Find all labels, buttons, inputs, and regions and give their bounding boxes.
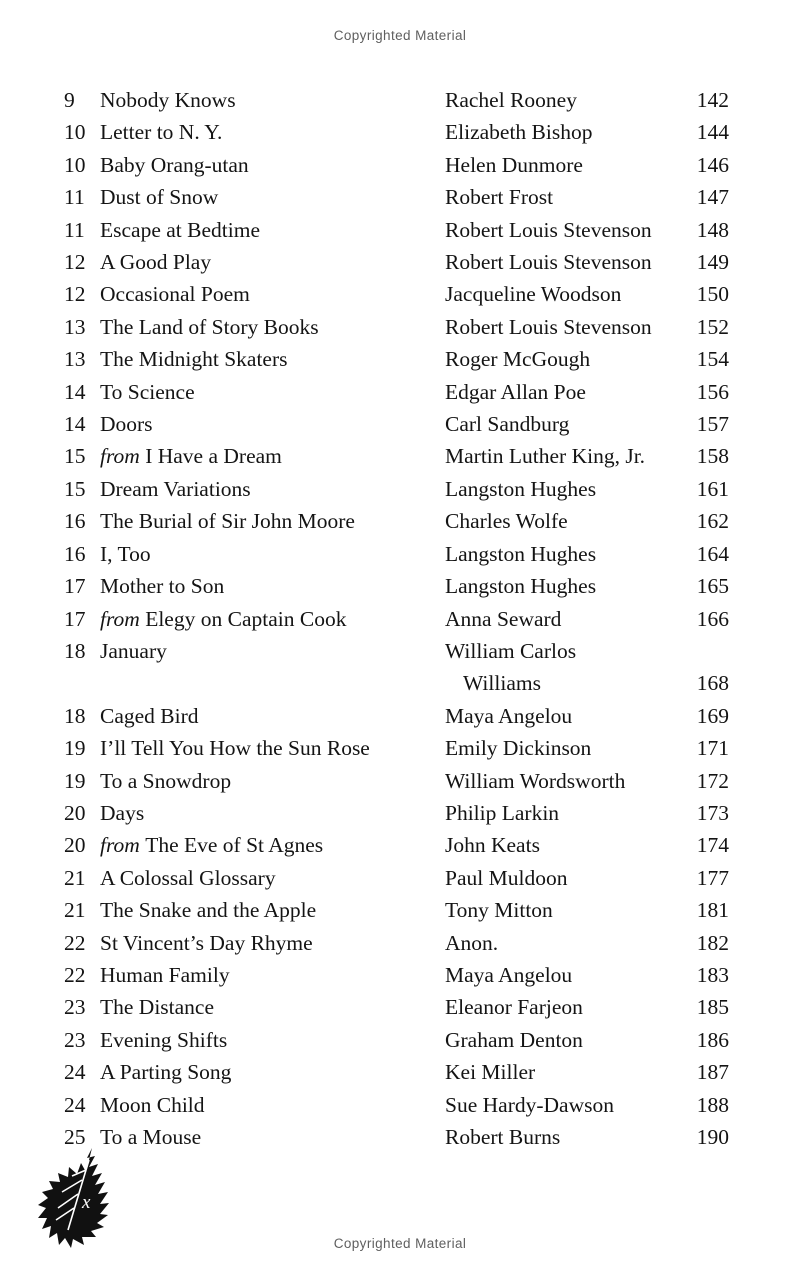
poem-author-line1: Martin Luther King, Jr. — [445, 444, 646, 469]
day-number: 11 — [64, 217, 85, 242]
poem-title — [100, 829, 445, 861]
page-number: 169 — [696, 703, 729, 728]
poem-title — [100, 343, 445, 375]
page-roman-numeral: x — [82, 1192, 91, 1213]
day-number: 13 — [64, 347, 86, 372]
poem-author — [445, 765, 671, 797]
toc-row — [64, 1089, 729, 1121]
poem-author — [445, 959, 671, 991]
day-number: 17 — [64, 606, 86, 631]
toc-row — [64, 505, 729, 537]
toc-row — [64, 116, 729, 148]
leaf-icon — [32, 1146, 124, 1250]
toc-row — [64, 84, 729, 116]
poem-title — [100, 84, 445, 116]
page-number: 146 — [696, 152, 729, 177]
poem-author-line1: Langston Hughes — [445, 541, 597, 566]
poem-author — [445, 440, 671, 472]
poem-author-line1: Langston Hughes — [445, 476, 597, 501]
poem-author-line1: Carl Sandburg — [445, 412, 570, 437]
poem-author — [445, 1024, 671, 1056]
page-number: 183 — [696, 962, 729, 987]
poem-title-text: Escape at Bedtime — [100, 217, 260, 242]
page-number: 181 — [696, 898, 729, 923]
toc-row — [64, 635, 729, 700]
poem-title — [100, 311, 445, 343]
poem-title — [100, 635, 445, 667]
poem-title — [100, 538, 445, 570]
poem-title — [100, 473, 445, 505]
day-number: 16 — [64, 509, 86, 534]
toc-row — [64, 959, 729, 991]
toc-row — [64, 829, 729, 861]
poem-author — [445, 505, 671, 537]
poem-title-text: Human Family — [100, 962, 230, 987]
page-number: 164 — [696, 541, 729, 566]
poem-author — [445, 376, 671, 408]
toc-row — [64, 991, 729, 1023]
poem-author — [445, 116, 671, 148]
page-number: 168 — [696, 671, 729, 696]
page-number: 173 — [696, 800, 729, 825]
poem-title-text: January — [100, 638, 167, 663]
poem-title — [100, 927, 445, 959]
toc-row — [64, 246, 729, 278]
poem-title-text: Baby Orang-utan — [100, 152, 249, 177]
poem-title-text: Evening Shifts — [100, 1027, 228, 1052]
toc-row — [64, 278, 729, 310]
poem-author-line1: Anna Seward — [445, 606, 562, 631]
poem-title-text: I, Too — [100, 541, 151, 566]
poem-author — [445, 991, 671, 1023]
toc-row — [64, 1056, 729, 1088]
day-number: 10 — [64, 120, 86, 145]
day-number: 12 — [64, 250, 86, 275]
day-number: 21 — [64, 865, 86, 890]
toc-list — [64, 84, 729, 1153]
toc-row — [64, 1024, 729, 1056]
poem-title-text: Occasional Poem — [100, 282, 250, 307]
poem-author-line1: Anon. — [445, 930, 499, 955]
poem-title — [100, 181, 445, 213]
poem-author-line1: Maya Angelou — [445, 703, 573, 728]
poem-title — [100, 1089, 445, 1121]
poem-title — [100, 959, 445, 991]
poem-title-text: The Eve of St Agnes — [145, 833, 324, 858]
page-number: 182 — [696, 930, 729, 955]
poem-title — [100, 505, 445, 537]
toc-row — [64, 1121, 729, 1153]
poem-author — [445, 246, 671, 278]
page-number: 142 — [696, 88, 729, 112]
toc-row — [64, 700, 729, 732]
poem-title-text: Dust of Snow — [100, 185, 219, 210]
poem-author-line1: Eleanor Farjeon — [445, 995, 583, 1020]
toc-row — [64, 894, 729, 926]
poem-title — [100, 1121, 445, 1153]
poem-title — [100, 862, 445, 894]
poem-author-line1: Robert Louis Stevenson — [445, 314, 652, 339]
toc-row — [64, 343, 729, 375]
day-number: 22 — [64, 962, 86, 987]
poem-author — [445, 278, 671, 310]
poem-author — [445, 473, 671, 505]
poem-title — [100, 700, 445, 732]
poem-author — [445, 927, 671, 959]
page-number: 158 — [696, 444, 729, 469]
poem-title — [100, 1056, 445, 1088]
poem-author — [445, 343, 671, 375]
page-number: 185 — [696, 995, 729, 1020]
day-number: 24 — [64, 1092, 86, 1117]
day-number: 21 — [64, 898, 86, 923]
poem-title-text: St Vincent’s Day Rhyme — [100, 930, 313, 955]
page-number: 188 — [696, 1092, 729, 1117]
page-number: 147 — [696, 185, 729, 210]
day-number: 22 — [64, 930, 86, 955]
poem-title — [100, 149, 445, 181]
poem-author-line1: William Wordsworth — [445, 768, 626, 793]
poem-title — [100, 278, 445, 310]
day-number: 13 — [64, 314, 86, 339]
poem-author-line1: Emily Dickinson — [445, 736, 592, 761]
poem-author-line1: Sue Hardy-Dawson — [445, 1092, 614, 1117]
poem-author — [445, 603, 671, 635]
copyright-notice-top: Copyrighted Material — [333, 28, 467, 43]
page-number: 186 — [696, 1027, 729, 1052]
poem-author-line1: John Keats — [445, 833, 540, 858]
poem-title-text: Letter to N. Y. — [100, 120, 223, 145]
poem-title-text: The Burial of Sir John Moore — [100, 509, 355, 534]
toc-row — [64, 732, 729, 764]
poem-title — [100, 570, 445, 602]
day-number: 14 — [64, 412, 86, 437]
toc-row — [64, 149, 729, 181]
toc-row — [64, 214, 729, 246]
toc-row — [64, 570, 729, 602]
poem-title-text: To a Mouse — [100, 1125, 202, 1149]
toc-row — [64, 473, 729, 505]
day-number: 23 — [64, 1027, 86, 1052]
poem-author-line1: Robert Frost — [445, 185, 554, 210]
page-number: 156 — [696, 379, 729, 404]
poem-title — [100, 440, 445, 472]
poem-title — [100, 408, 445, 440]
toc-row — [64, 603, 729, 635]
poem-author — [445, 894, 671, 926]
poem-title-text: A Colossal Glossary — [100, 865, 276, 890]
day-number: 14 — [64, 379, 86, 404]
poem-title — [100, 894, 445, 926]
page-number: 177 — [696, 865, 729, 890]
poem-author — [445, 181, 671, 213]
poem-title-text: Moon Child — [100, 1092, 205, 1117]
page-number: 148 — [696, 217, 729, 242]
poem-author — [445, 862, 671, 894]
poem-author-line1: Charles Wolfe — [445, 509, 568, 534]
toc-row — [64, 862, 729, 894]
poem-title — [100, 376, 445, 408]
page-number: 165 — [696, 574, 729, 599]
page-number: 161 — [696, 476, 729, 501]
day-number: 15 — [64, 476, 86, 501]
page-number: 150 — [696, 282, 729, 307]
toc-row — [64, 765, 729, 797]
page-number: 149 — [696, 250, 729, 275]
poem-title-text: Doors — [100, 412, 153, 437]
poem-title — [100, 116, 445, 148]
page-number: 171 — [696, 736, 729, 761]
toc-row — [64, 538, 729, 570]
page-number: 157 — [696, 412, 729, 437]
poem-author-line1: Tony Mitton — [445, 898, 553, 923]
page-number: 154 — [696, 347, 729, 372]
day-number: 15 — [64, 444, 86, 469]
poem-author — [445, 214, 671, 246]
poem-author-line1: Helen Dunmore — [445, 152, 583, 177]
page-number: 166 — [696, 606, 729, 631]
page-number: 174 — [696, 833, 729, 858]
page-number: 144 — [696, 120, 729, 145]
poem-author-line1: William Carlos — [445, 638, 577, 663]
poem-title-text: Days — [100, 800, 145, 825]
poem-title — [100, 1024, 445, 1056]
poem-title-text: To a Snowdrop — [100, 768, 232, 793]
poem-author — [445, 732, 671, 764]
day-number: 24 — [64, 1060, 86, 1085]
poem-author-line2: Williams — [463, 671, 541, 696]
poem-author — [445, 797, 671, 829]
day-number: 9 — [64, 88, 75, 112]
poem-title — [100, 765, 445, 797]
toc-row — [64, 311, 729, 343]
poem-title-text: To Science — [100, 379, 195, 404]
poem-author-line1: Roger McGough — [445, 347, 591, 372]
poem-title-text: The Distance — [100, 995, 215, 1020]
page-number: 190 — [696, 1125, 729, 1149]
poem-author-line1: Maya Angelou — [445, 962, 573, 987]
poem-title — [100, 214, 445, 246]
poem-author-line1: Kei Miller — [445, 1060, 536, 1085]
day-number: 18 — [64, 638, 86, 663]
page-number: 172 — [696, 768, 729, 793]
day-number: 12 — [64, 282, 86, 307]
poem-author — [445, 408, 671, 440]
poem-author — [445, 570, 671, 602]
poem-author-line1: Robert Louis Stevenson — [445, 217, 652, 242]
toc-row — [64, 440, 729, 472]
poem-author-line1: Edgar Allan Poe — [445, 379, 586, 404]
poem-title-text: A Good Play — [100, 250, 212, 275]
from-prefix: from — [100, 833, 146, 858]
toc-row — [64, 181, 729, 213]
day-number: 23 — [64, 995, 86, 1020]
toc-row — [64, 408, 729, 440]
from-prefix: from — [100, 606, 146, 631]
poem-author — [445, 829, 671, 861]
poem-author-line1: Philip Larkin — [445, 800, 560, 825]
day-number: 11 — [64, 185, 85, 210]
poem-title-text: The Snake and the Apple — [100, 898, 317, 923]
poem-author — [445, 149, 671, 181]
toc-row — [64, 927, 729, 959]
poem-author-line1: Robert Burns — [445, 1125, 561, 1149]
poem-title-text: A Parting Song — [100, 1060, 232, 1085]
poem-title-text: Nobody Knows — [100, 88, 236, 112]
day-number: 25 — [64, 1125, 86, 1149]
day-number: 20 — [64, 833, 86, 858]
poem-author — [445, 1056, 671, 1088]
poem-author — [445, 635, 671, 700]
poem-title — [100, 991, 445, 1023]
poem-title-text: I’ll Tell You How the Sun Rose — [100, 736, 370, 761]
poem-title-text: The Midnight Skaters — [100, 347, 288, 372]
day-number: 17 — [64, 574, 86, 599]
poem-author — [445, 700, 671, 732]
toc-row — [64, 376, 729, 408]
toc-row — [64, 797, 729, 829]
from-prefix: from — [100, 444, 146, 469]
poem-author-line1: Elizabeth Bishop — [445, 120, 593, 145]
poem-author-line1: Robert Louis Stevenson — [445, 250, 652, 275]
day-number: 20 — [64, 800, 86, 825]
poem-title-text: Mother to Son — [100, 574, 225, 599]
day-number: 19 — [64, 768, 86, 793]
day-number: 19 — [64, 736, 86, 761]
day-number: 16 — [64, 541, 86, 566]
page-number: 162 — [696, 509, 729, 534]
poem-title-text: Elegy on Captain Cook — [145, 606, 347, 631]
poem-title-text: The Land of Story Books — [100, 314, 319, 339]
poem-title-text: I Have a Dream — [145, 444, 282, 469]
poem-author — [445, 538, 671, 570]
poem-author — [445, 311, 671, 343]
page-number: 187 — [696, 1060, 729, 1085]
poem-author-line1: Paul Muldoon — [445, 865, 568, 890]
poem-title-text: Caged Bird — [100, 703, 199, 728]
poem-author-line1: Rachel Rooney — [445, 88, 577, 112]
poem-author-line1: Graham Denton — [445, 1027, 583, 1052]
poem-author — [445, 1089, 671, 1121]
leaf-glyph — [32, 1146, 124, 1250]
page-number: 152 — [696, 314, 729, 339]
poem-author — [445, 84, 671, 116]
day-number: 18 — [64, 703, 86, 728]
poem-title — [100, 603, 445, 635]
poem-author — [445, 1121, 671, 1153]
day-number: 10 — [64, 152, 86, 177]
poem-author-line1: Langston Hughes — [445, 574, 597, 599]
poem-title — [100, 797, 445, 829]
poem-author-line1: Jacqueline Woodson — [445, 282, 622, 307]
poem-title-text: Dream Variations — [100, 476, 251, 501]
copyright-notice-bottom: Copyrighted Material — [333, 1236, 467, 1251]
poem-title — [100, 246, 445, 278]
poem-title — [100, 732, 445, 764]
